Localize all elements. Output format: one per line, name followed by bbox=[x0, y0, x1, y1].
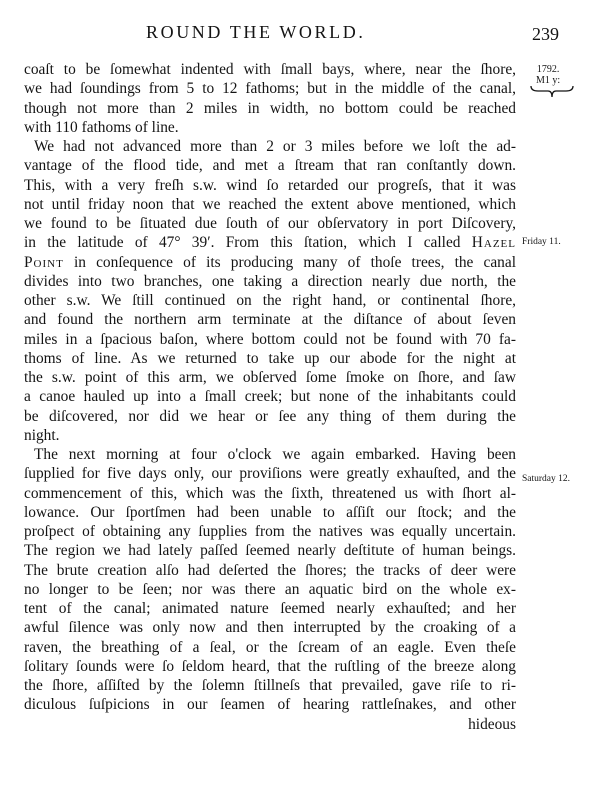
text-line: we found to be ſituated due ſouth of our obſervatory in port Diſcovery, bbox=[24, 215, 516, 232]
text-line: the ſhore, aſſiſted by the ſolemn ſtillneſs that prevailed, gave riſe to ri- bbox=[24, 677, 516, 694]
text-line: lowance. Our ſportſmen had been unable to aſſiſt our ſtock; and the bbox=[24, 503, 516, 521]
text-line: though not more than 2 miles in width, no bottom could be reached bbox=[24, 99, 516, 117]
text-fragment: in conſequence of its producing many of thoſe trees, the canal bbox=[73, 253, 516, 271]
place-name-point: Point bbox=[24, 253, 64, 271]
body-text bbox=[24, 60, 516, 734]
text-line: ſupplied for five days only, our proviſions were greatly exhauſted, and the bbox=[24, 465, 516, 483]
paragraph-3 bbox=[24, 445, 516, 734]
text-line: a canoe hauled up into a ſmall creek; but none of the inhabitants could bbox=[24, 388, 516, 406]
text-line: and found the northern arm terminate at the diſtance of about ſeven bbox=[24, 311, 516, 329]
text-line: awful ſilence was only now and then interrupted by the croaking of a bbox=[24, 619, 516, 637]
text-line: commencement of this, which was the ſixth, threatened us with ſhort al- bbox=[24, 484, 516, 502]
text-line: This, with a very freſh s.w. wind ſo retarded our progreſs, that it was bbox=[24, 176, 516, 194]
text-line bbox=[24, 233, 516, 252]
margin-note-friday: Friday 11. bbox=[522, 237, 561, 247]
text-line: proſpect of obtaining any ſupplies from the natives was equally uncertain. bbox=[24, 523, 516, 540]
text-line: ſolitary ſounds were ſo ſeldom heard, that the ruſtling of the breeze along bbox=[24, 657, 516, 675]
margin-month: M1 y: bbox=[536, 75, 561, 86]
text-fragment: in the latitude of 47° 39′. From this ſtation, which I called bbox=[24, 234, 461, 252]
page-header bbox=[0, 22, 600, 46]
text-line: tent of the canal; animated nature ſeemed nearly exhauſted; and her bbox=[24, 600, 516, 617]
text-line: The region we had lately paſſed ſeemed nearly deſtitute of human beings. bbox=[24, 542, 516, 560]
text-line: with 110 fathoms of line. bbox=[24, 118, 179, 136]
paragraph-2 bbox=[24, 137, 516, 445]
text-line: the s.w. point of this arm, we obſerved ſome ſmoke on ſhore, and ſaw bbox=[24, 369, 516, 386]
page-number: 239 bbox=[532, 24, 559, 44]
paragraph-1 bbox=[24, 60, 516, 137]
text-line: miles in a ſpacious baſon, where bottom could not be found with 70 fa- bbox=[24, 330, 516, 348]
text-line: diculous ſuſpicions in our ſeamen of hearing rattleſnakes, and other bbox=[24, 696, 516, 714]
text-line: no longer to be ſeen; nor was there an aquatic bird on the whole ex- bbox=[24, 580, 516, 598]
text-line: The next morning at four o'clock we again embarked. Having been bbox=[34, 446, 516, 463]
running-head: ROUND THE WORLD. bbox=[146, 22, 366, 42]
margin-date-note bbox=[536, 64, 560, 86]
text-line: raven, the breathing of a ſeal, or the ſcream of an eagle. Even theſe bbox=[24, 638, 516, 656]
text-line: coaſt to be ſomewhat indented with ſmall bays, where, near the ſhore, bbox=[24, 61, 516, 78]
catchword: hideous bbox=[468, 715, 516, 733]
place-name-hazel: Hazel bbox=[471, 234, 516, 252]
text-line: not until friday noon that we reached the extent above mentioned, which bbox=[24, 195, 516, 213]
text-line: other s.w. We ſtill continued on the right hand, or continental ſhore, bbox=[24, 292, 516, 309]
text-line: we had ſoundings from 5 to 12 fathoms; but in the middle of the canal, bbox=[24, 80, 516, 98]
margin-brace bbox=[530, 84, 574, 98]
text-line: We had not advanced more than 2 or 3 miles before we loſt the ad- bbox=[34, 138, 516, 155]
margin-year: 1792. bbox=[536, 64, 560, 75]
text-line: divides into two branches, one taking a direction nearly due north, the bbox=[24, 272, 516, 290]
text-line: vantage of the flood tide, and met a ſtream that ran conſtantly down. bbox=[24, 157, 516, 175]
text-line: be diſcovered, nor did we hear or ſee any thing of them during the bbox=[24, 407, 516, 425]
margin-note-saturday: Saturday 12. bbox=[522, 474, 571, 484]
text-line: The brute creation alſo had deſerted the ſhores; the tracks of deer were bbox=[24, 561, 516, 579]
text-line: thoms of line. As we returned to take up our abode for the night at bbox=[24, 349, 516, 367]
text-line bbox=[24, 253, 516, 272]
text-line: night. bbox=[24, 426, 60, 444]
